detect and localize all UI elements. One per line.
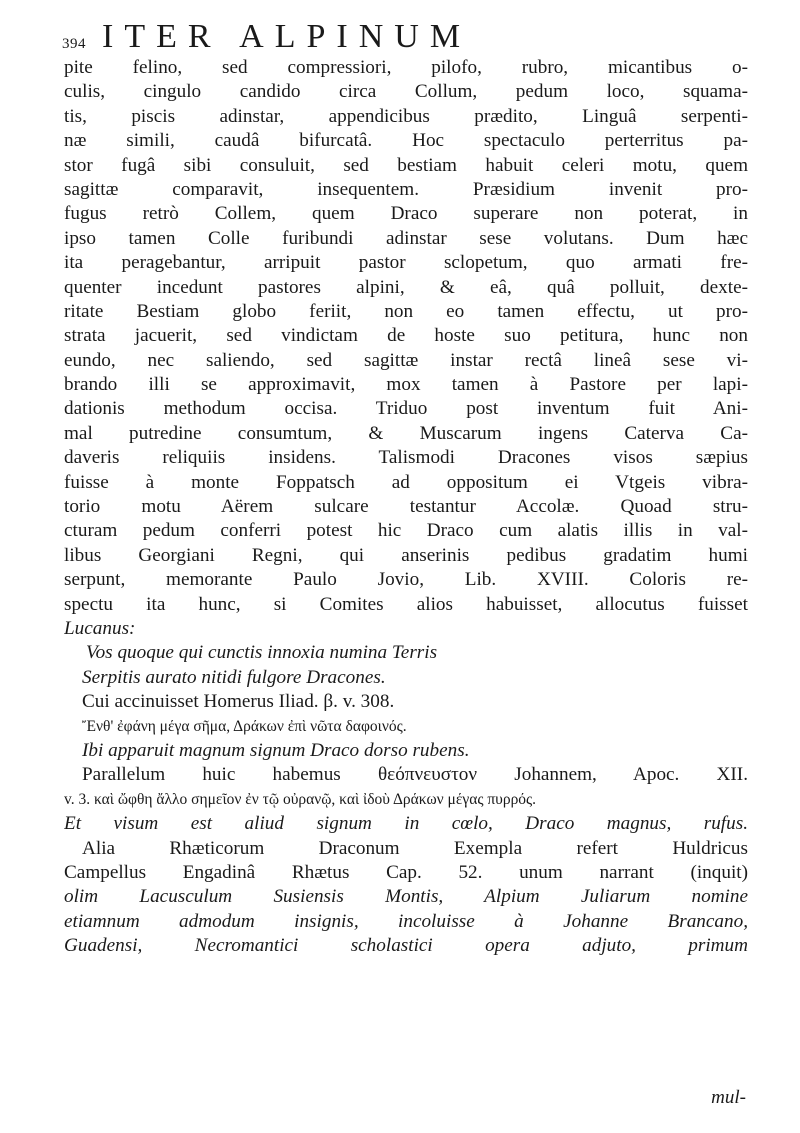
text-line: eundo, nec saliendo, sed sagittæ instar rectâ lineâ sese vi- xyxy=(64,349,748,371)
text-line: quenter incedunt pastores alpini, & eâ, quâ polluit, dexte- xyxy=(64,276,748,298)
text-line: Parallelum huic habemus θεόπνευστον Johannem, Apoc. XII. xyxy=(82,764,748,786)
text-line: brando illi se approximavit, mox tamen à Pastore per lapi- xyxy=(64,374,748,396)
greek-line: v. 3. καὶ ὤφθη ἄλλο σημεῖον ἐν τῷ οὐρανῷ, καὶ ἰδοὺ Δράκων μέγας πυρρός. xyxy=(64,790,537,808)
translation-line: Et visum est aliud signum in cœlo, Draco magnus, rufus. xyxy=(64,813,748,835)
text-line: tis, piscis adinstar, appendicibus prædito, Linguâ serpenti- xyxy=(64,105,748,127)
text-line: libus Georgiani Regni, qui anserinis pedibus gradatim humi xyxy=(64,544,748,566)
body-text xyxy=(64,56,748,958)
text-line: Campellus Engadinâ Rhætus Cap. 52. unum narrant (inquit) xyxy=(64,861,748,883)
text-line: ita peragebantur, arripuit pastor sclopetum, quo armati fre- xyxy=(64,252,748,274)
text-line: ritate Bestiam globo feriit, non eo tamen effectu, ut pro- xyxy=(64,300,748,322)
text-line: etiamnum admodum insignis, incoluisse à Johanne Brancano, xyxy=(64,910,748,932)
text-line: stor fugâ sibi consuluit, sed bestiam habuit celeri motu, quem xyxy=(64,154,748,176)
text-line: strata jacuerit, sed vindictam de hoste suo petitura, hunc non xyxy=(64,325,748,347)
text-line: sagittæ comparavit, insequentem. Præsidium invenit pro- xyxy=(64,178,748,200)
text-line: ipso tamen Colle furibundi adinstar sese volutans. Dum hæc xyxy=(64,227,748,249)
text-line: pite felino, sed compressiori, pilofo, rubro, micantibus o- xyxy=(64,57,748,78)
verse-line: Serpitis aurato nitidi fulgore Dracones. xyxy=(82,666,386,688)
text-line: Lucanus: xyxy=(64,617,136,639)
text-line: daveris reliquiis insidens. Talismodi Dracones visos sæpius xyxy=(64,447,748,469)
text-line: serpunt, memorante Paulo Jovio, Lib. XVIII. Coloris re- xyxy=(64,569,748,591)
text-line: Cui accinuisset Homerus Iliad. β. v. 308. xyxy=(82,691,395,713)
text-line: Alia Rhæticorum Draconum Exempla refert Huldricus xyxy=(82,837,748,859)
running-head: ITER ALPINUM xyxy=(102,18,472,55)
text-line: culis, cingulo candido circa Collum, pedum loco, squama- xyxy=(64,81,748,103)
text-line: fugus retrò Collem, quem Draco superare non poterat, in xyxy=(64,203,748,225)
text-line: torio motu Aërem sulcare testantur Accolæ. Quoad stru- xyxy=(64,496,748,518)
text-line: spectu ita hunc, si Comites alios habuisset, allocutus fuisset xyxy=(64,593,748,615)
greek-line: Ἔνθ' ἐφάνη μέγα σῆμα, Δράκων ἐπὶ νῶτα δαφοινός. xyxy=(82,717,407,735)
catchword: mul- xyxy=(711,1087,746,1108)
text-line: cturam pedum conferri potest hic Draco cum alatis illis in val- xyxy=(64,520,748,542)
text-line: mal putredine consumtum, & Muscarum ingens Caterva Ca- xyxy=(64,422,748,444)
page-header xyxy=(62,14,762,54)
page-number: 394 xyxy=(62,36,86,52)
verse-line: Vos quoque qui cunctis innoxia numina Terris xyxy=(86,642,438,664)
text-line: dationis methodum occisa. Triduo post inventum fuit Ani- xyxy=(64,398,748,420)
text-line: fuisse à monte Foppatsch ad oppositum ei Vtgeis vibra- xyxy=(64,471,748,493)
text-line: Guadensi, Necromantici scholastici opera adjuto, primum xyxy=(64,935,748,957)
text-line: næ simili, caudâ bifurcatâ. Hoc spectaculo perterritus pa- xyxy=(64,130,748,152)
text-line: olim Lacusculum Susiensis Montis, Alpium Juliarum nomine xyxy=(64,886,748,908)
translation-line: Ibi apparuit magnum signum Draco dorso rubens. xyxy=(82,739,470,761)
